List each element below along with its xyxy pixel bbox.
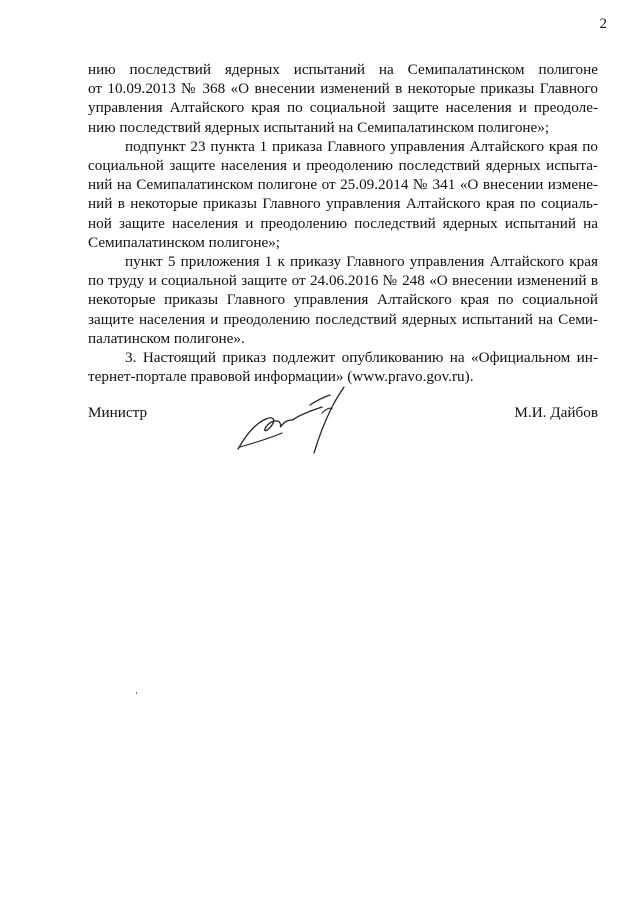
- text-line: ний в некоторые приказы Главного управления Алтайского края по социаль-: [88, 195, 598, 213]
- text-line: нию последствий ядерных испытаний на Семипалатинском полигоне»;: [88, 118, 550, 136]
- text-line: от 10.09.2013 № 368 «О внесении изменений в некоторые приказы Главного: [88, 80, 598, 98]
- text-line: по труду и социальной защите от 24.06.2016 № 248 «О внесении изменений в: [88, 272, 598, 290]
- text-line: защите населения и преодолению последствий ядерных испытаний на Семи-: [88, 310, 598, 328]
- signer-name: М.И. Дайбов: [514, 404, 598, 421]
- text-line: 3. Настоящий приказ подлежит опубликованию на «Официальном ин-: [125, 349, 598, 366]
- text-line: социальной защите населения и преодолению последствий ядерных испыта-: [88, 157, 598, 174]
- text-line: некоторые приказы Главного управления Алтайского края по социальной: [88, 291, 598, 309]
- text-line: палатинском полигоне».: [88, 329, 245, 347]
- page-number: 2: [599, 16, 607, 32]
- text-line: управления Алтайского края по социальной защите населения и преодоле-: [88, 99, 598, 117]
- text-line: ной защите населения и преодолению последствий ядерных испытаний на: [88, 214, 598, 232]
- text-line: подпункт 23 пункта 1 приказа Главного управления Алтайского края по: [125, 137, 598, 155]
- handwritten-signature: [232, 383, 350, 455]
- text-line: пункт 5 приложения 1 к приказу Главного управления Алтайского края: [125, 253, 598, 270]
- text-line: ний на Семипалатинском полигоне от 25.09.2014 № 341 «О внесении измене-: [88, 176, 598, 194]
- text-line: Семипалатинском полигоне»;: [88, 233, 281, 251]
- scan-speck: [136, 692, 137, 694]
- position-title: Министр: [88, 404, 148, 421]
- text-line: нию последствий ядерных испытаний на Семипалатинском полигоне: [88, 61, 598, 78]
- text-line: тернет-портале правовой информации» (www.pravo.gov.ru).: [88, 368, 474, 386]
